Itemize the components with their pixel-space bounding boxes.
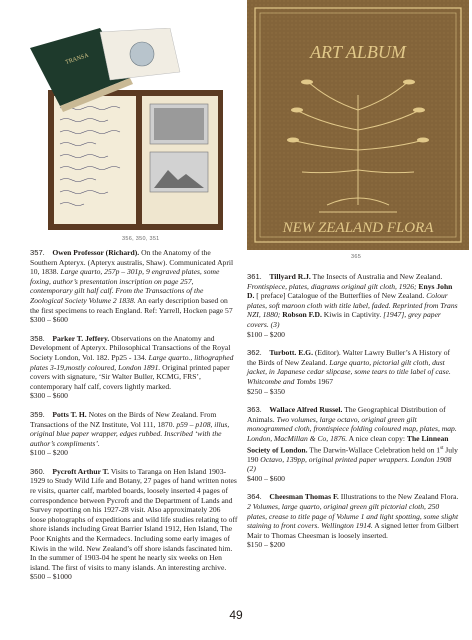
lot-number: 362. (247, 348, 262, 358)
lot-entry: 361. Tillyard R.J. The Insects of Australia and New Zealand. Frontispiece, plates, diagrams original gilt cloth, 1926; Enys John D. [ preface] Catalogue of the Butterflies of New Zealand. Colour plates, soft maroon cloth with title label, faded. Reprinted from Trans NZI, 1880; Robson F.D. Kiwis in Captivity. [1947], grey paper covers. (3) $100 – $200 (247, 272, 458, 339)
photo-caption-right: 365 (351, 254, 362, 260)
lot-entry: 358. Parker T. Jeffery. Observations on the Anatomy and Development of Apteryx. Philosophical Transactions of the Royal Society London, Vol. 182. Pp25 - 134. Large quarto., lithographed plates 3-19,mostly coloured, London 1891. Original printed paper covers with signature, ‘Sir Walter Buller, KCMG, FRS’, contemporary half calf, covers lightly marked. $300 – $600 (30, 333, 234, 401)
photo-lots-356-350-351 (30, 28, 225, 233)
lot-author: Cheesman Thomas F. (269, 492, 339, 502)
photo-lot-365-book-cover (247, 0, 469, 250)
lot-number: 361. (247, 272, 262, 281)
left-column (30, 248, 238, 591)
lot-number: 359. (30, 409, 45, 419)
lot-entry: 362. Turbott. E.G. (Editor). Walter Lawry Buller’s A History of the Birds of New Zealand. Large quarto, pictorial gilt cloth, dust jacket, in Japanese cedar slipcase, some tears to title label of case. Whitcombe and Tombs 1967 $250 – $350 (247, 348, 451, 396)
lot-entry: 357. Owen Professor (Richard). On the Anatomy of the Southern Apteryx. (Apteryx australis, Shaw). Communicated April 10, 1838. Large quarto, 257p – 301p, 9 engraved plates, some foxing, author’s presentation inscription on page 257, contemporary gilt half calf. From the Transactions of the Zoological Society Volume 2 1838. An early description based on the first specimens to reach England. Ref: Yarrell, Hocken page 57 $300 – $600 (30, 248, 234, 325)
page-number: 49 (229, 608, 243, 622)
lot-author: Tillyard R.J. (269, 272, 311, 281)
lot-author: Wallace Alfred Russel. (269, 405, 343, 415)
lot-price: $150 – $200 (247, 540, 285, 550)
lot-price: $100 – $200 (247, 329, 285, 339)
lot-number: 363. (247, 405, 262, 415)
lot-entry: 364. Cheesman Thomas F. Illustrations to the New Zealand Flora. 2 Volumes, large quarto, original green gilt pictorial cloth, 250 plates, crease to title page of Volume 1 and light spotting, some slight staining to front covers. Wellington 1914. A signed letter from Gilbert Mair to Thomas Cheesman is loosely inserted. $150 – $200 (247, 492, 459, 550)
lot-price: $300 – $600 (30, 391, 68, 401)
lot-author: Pycroft Arthur T. (52, 466, 109, 476)
lot-author: Turbott. E.G. (269, 348, 313, 358)
lot-author: Parker T. Jeffery. (52, 333, 110, 343)
letter-page (54, 96, 136, 224)
photo-caption-left: 356, 350, 351 (122, 236, 160, 242)
lot-price: $300 – $600 (30, 315, 68, 325)
lot-price: $500 – $1000 (30, 572, 72, 582)
cover-vignette (130, 42, 154, 66)
lot-author: Owen Professor (Richard). (52, 248, 140, 257)
lot-number: 360. (30, 466, 45, 476)
lot-number: 358. (30, 333, 45, 343)
lot-number: 364. (247, 492, 262, 502)
lot-entry: 359. Potts T. H. Notes on the Birds of New Zealand. From Transactions of the NZ Institute, Vol 111, 1870. p59 – p108, illus, original blue paper wrapper, edges rubbed. Inscribed ‘with the author’s compliments’. $100 – $200 (30, 409, 230, 458)
right-column (247, 272, 459, 559)
lot-entry: 363. Wallace Alfred Russel. The Geographical Distribution of Animals. Two volumes, large octavo, original green gilt monogrammed cloth, frontispiece folding coloured map, plates, map. London, MacMillan & Co, 1876. A nice clean copy: The Linnean Society of London. The Darwin-Wallace Celebration held on 1st July 190 Octavo, 139pp, original printed paper wrappers. London 1908 (2) $400 – $600 (247, 405, 458, 483)
lot-price: $250 – $350 (247, 386, 285, 396)
lot-entry: 360. Pycroft Arthur T. Visits to Taranga on Hen Island 1903-1929 to Study Wild Life and Botany, 27 pages of hand written notes re visits, quarter calf, marbled boards, loosely inserted 4 pages of correspondence between Pycroft and the Department of Lands and Survey reporting on his 1927-28 visit. Also approximately 206 loose photographs of expeditions and wild life studies relating to off shore islands including Great Barrier Island 1912, Hen Island, The Poor Knights and the Kermadecs. Including some early images of Kiwis in the wild. New Zealand’s off shore islands fascinated him. In the summer of 1903-04 he spent he nearly six weeks on Hen island. The first of visits to many islands. An interesting archive. $500 – $1000 (30, 466, 238, 582)
lot-number: 357. (30, 248, 45, 257)
lot-price: $400 – $600 (247, 473, 285, 483)
book-spine-text: TRANSA (64, 52, 90, 66)
lot-author: Potts T. H. (52, 409, 87, 419)
cover-title-top: ART ALBUM (310, 42, 406, 62)
lot-price: $100 – $200 (30, 448, 68, 458)
cover-title-bottom: NEW ZEALAND FLORA (282, 220, 434, 236)
